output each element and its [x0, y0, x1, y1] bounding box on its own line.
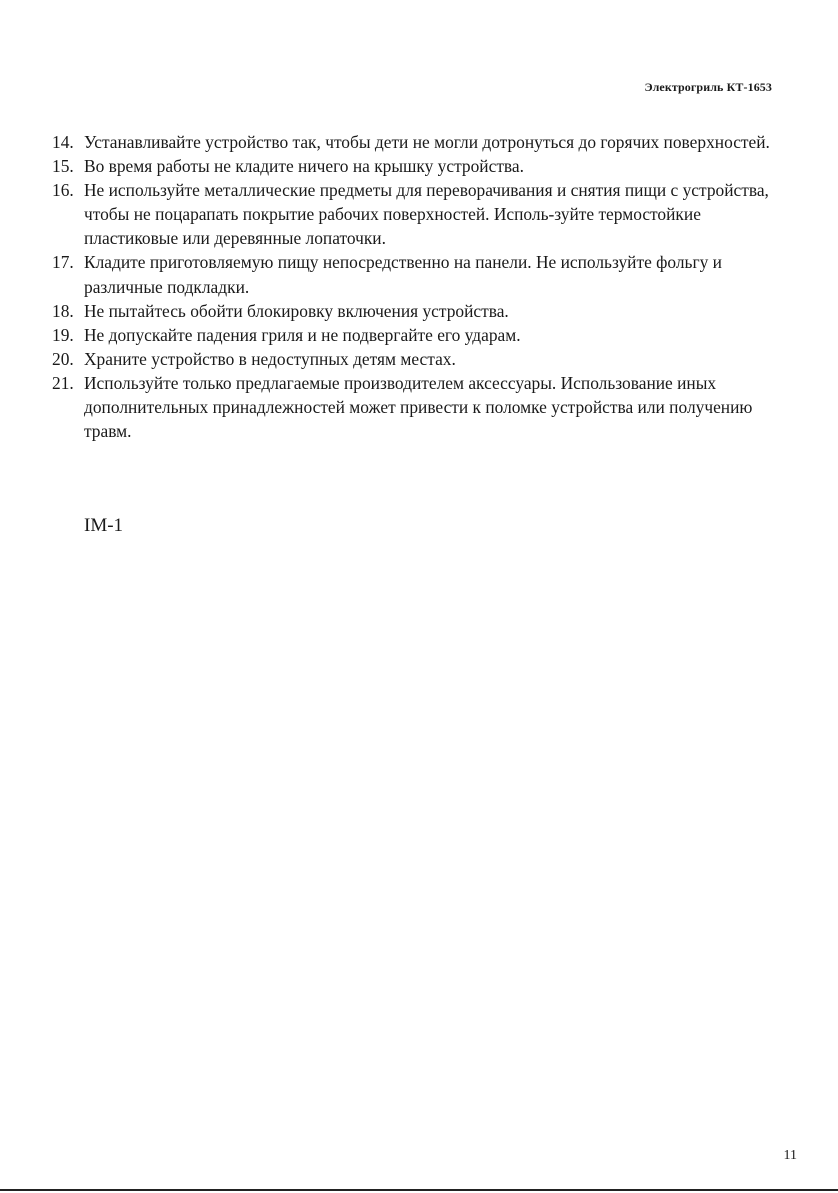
list-item: [52, 130, 782, 154]
bottom-rule: [0, 1189, 838, 1191]
item-text: Не пытайтесь обойти блокировку включения устройства.: [84, 300, 509, 321]
item-number: 15.: [52, 156, 74, 177]
item-text: Устанавливайте устройство так, чтобы дети не могли дотронуться до горячих поверхностей.: [84, 132, 770, 152]
list-item: [52, 347, 782, 371]
item-number: 14.: [52, 132, 74, 152]
item-text: Используйте только предлагаемые производителем аксессуары. Использование иных дополнительных принадлежностей может привести к поломке устройства или получению травм.: [84, 372, 753, 442]
item-number: 20.: [52, 348, 74, 369]
item-number: 16.: [52, 180, 74, 201]
list-item: [52, 299, 782, 323]
page-number: 11: [783, 1148, 797, 1163]
item-text: Не используйте металлические предметы для переворачивания и снятия пищи с устройства, чтобы не поцарапать покрытие рабочих поверхностей. Исполь-зуйте термостойкие пластиковые или деревянные лопаточки.: [84, 180, 769, 249]
list-item: [52, 178, 782, 250]
item-text: Не допускайте падения гриля и не подвергайте его ударам.: [84, 324, 521, 345]
list-item: [52, 154, 782, 178]
item-number: 21.: [52, 372, 74, 393]
document-code: IM-1: [84, 515, 124, 536]
item-text: Во время работы не кладите ничего на крышку устройства.: [84, 156, 524, 177]
list-item: [52, 371, 782, 443]
list-item: [52, 323, 782, 347]
list-item: [52, 250, 782, 298]
item-number: 18.: [52, 300, 74, 321]
page-header-title: Электрогриль КТ-1653: [644, 80, 772, 94]
item-text: Кладите приготовляемую пищу непосредственно на панели. Не используйте фольгу и различные подкладки.: [84, 252, 722, 297]
item-number: 19.: [52, 324, 74, 345]
safety-instructions-list: [52, 130, 782, 443]
item-text: Храните устройство в недоступных детям местах.: [84, 348, 456, 369]
item-number: 17.: [52, 252, 74, 273]
